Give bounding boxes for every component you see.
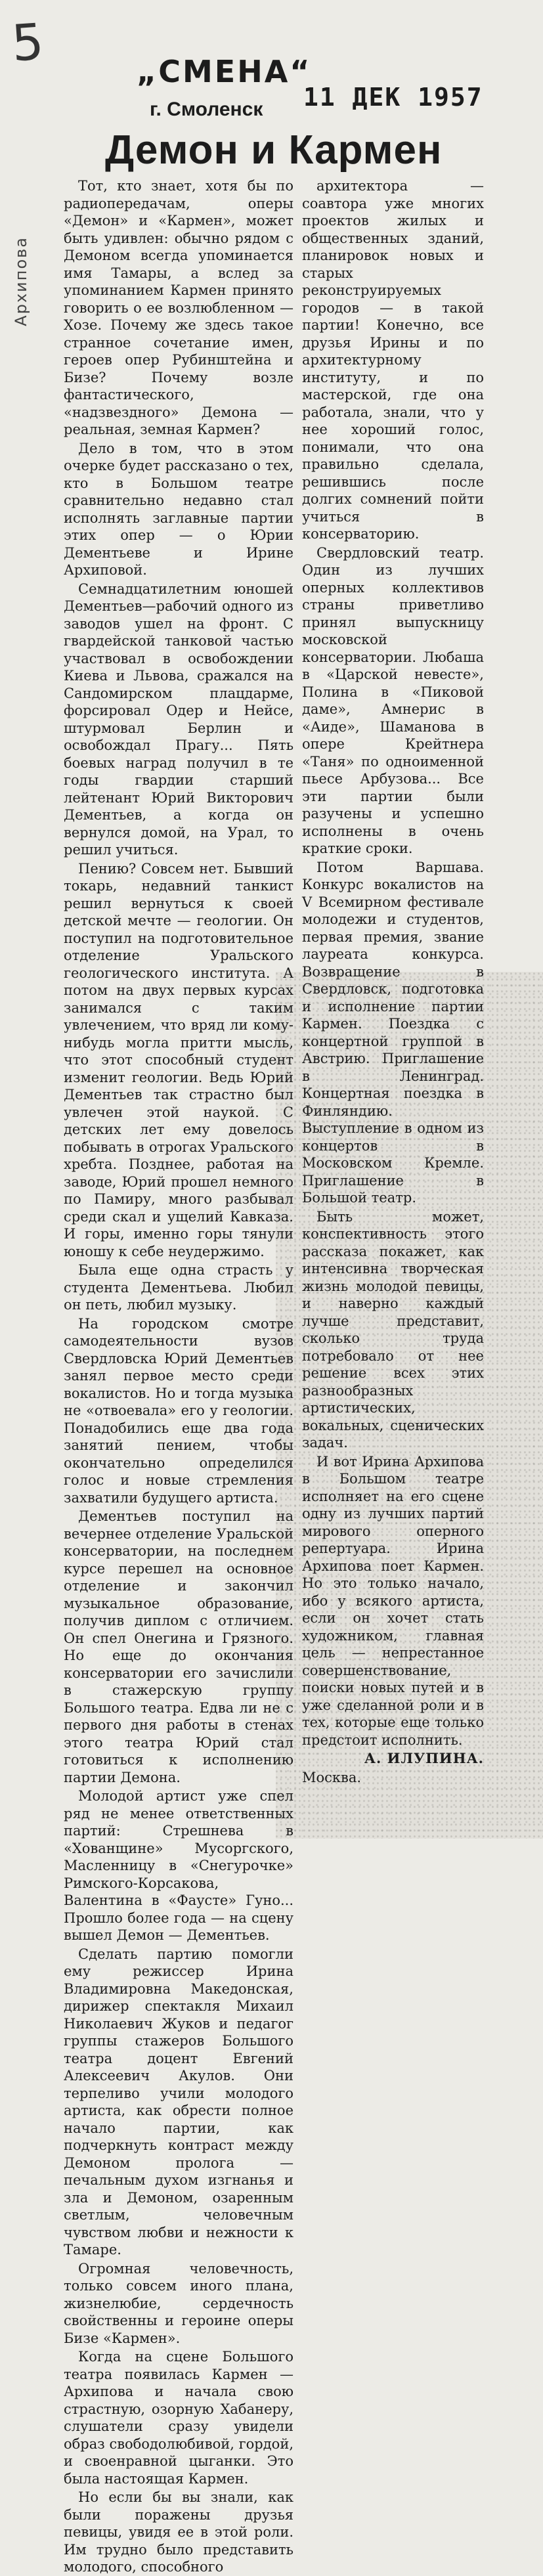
paragraph: Молодой артист уже спел ряд не менее ответственных партий: Стрешнева в «Хованщине» Мусоргского, Масленницу в «Снегурочке» Римского-Корсакова, Валентина в «Фаусте» Гуно... Прошло более года — на сцену вышел Демон — Дементьев. bbox=[64, 1788, 293, 1943]
paragraph: Семнадцатилетним юношей Дементьев—рабочий одного из заводов ушел на фронт. С гвардейской танковой частью участвовал в освобождении Киева и Львова, сражался на Сандомирском плацдарме, форсировал Одер и Нейсе, штурмовал Берлин и освобождал Прагу... Пять боевых наград получил в те годы гвардии старший лейтенант Юрий Викторович Дементьев, а когда он вернулся домой, на Урал, то решил учиться. bbox=[64, 580, 293, 858]
date-stamp: 11 ДЕК 1957 bbox=[303, 83, 483, 112]
paragraph: И вот Ирина Архипова в Большом театре исполняет на его сцене одну из лучших партий мирового оперного репертуара. Ирина Архипова поет Кармен. Но это только начало, ибо у всякого артиста, если он хочет стать художником, главная цель — непрестанное совершенствование, поиски новых путей и в уже сделанной роли и в тех, которые еще только предстоит исполнить. bbox=[302, 1453, 484, 1748]
paragraph: Свердловский театр. Один из лучших оперных коллективов страны приветливо принял выпускницу московской консерватории. Любаша в «Царской невесте», Полина в «Пиковой даме», Амнерис в «Аиде», Шаманова в опере Крейтнера «Таня» по одноименной пьесе Арбузова... Все эти партии были разучены и успешно исполнены в очень краткие сроки. bbox=[302, 544, 484, 856]
paragraph: Огромная человечность, только совсем иного плана, жизнелюбие, сердечность свойственны и героине оперы Бизе «Кармен». bbox=[64, 2260, 293, 2346]
paragraph: архитектора — соавтора уже многих проектов жилых и общественных зданий, планировок новых и старых реконструируемых городов — в такой партии! Конечно, все друзья Ирины и по архитектурному институту, и по мастерской, где она работала, знали, что у нее хороший голос, понимали, что она правильно сделала, решившись после долгих сомнений пойти учиться в консерваторию. bbox=[302, 178, 484, 542]
author-signature: А. ИЛУПИНА. bbox=[364, 1750, 484, 1766]
paragraph: Дело в том, что в этом очерке будет рассказано о тех, кто в Большом театре сравнительно недавно стал исполнять заглавные партии этих опер — о Юрии Дементьеве и Ирине Архиповой. bbox=[64, 440, 293, 578]
paragraph: Дементьев поступил на вечернее отделение Уральской консерватории, на последнем курсе перешел на основное отделение и закончил музыкальное образование, получив диплом с отличием. Он спел Онегина и Грязного. Но еще до окончания консерватории его зачислили в стажерскую группу Большого театра. Едва ли не с первого дня работы в стенах этого театра Юрий стал готовиться к исполнению партии Демона. bbox=[64, 1508, 293, 1785]
article-column-1 bbox=[64, 177, 293, 2576]
newspaper-name: „СМЕНА“ bbox=[137, 54, 312, 89]
paragraph: На городском смотре самодеятельности вузов Свердловска Юрий Дементьев занял первое место среди вокалистов. Но и тогда музыка не «отвоевала» его у геологии. Понадобились еще два года занятий пением, чтобы окончательно определился голос и новые стремления захватили будущего артиста. bbox=[64, 1315, 293, 1506]
paragraph: Сделать партию помогли ему режиссер Ирина Владимировна Македонская, дирижер спектакля Михаил Николаевич Жуков и педагог группы стажеров Большого театра доцент Евгений Алексеевич Акулов. Они терпеливо учили молодого артиста, как обрести полное начало партии, как подчеркнуть контраст между Демоном пролога — печальным духом изгнанья и зла и Демоном, озаренным светлым, человечным чувством любви и нежности к Тамаре. bbox=[64, 1946, 293, 2258]
paragraph: Но если бы вы знали, как были поражены друзья певицы, увидя ее в этой роли. Им трудно было представить молодого, способного bbox=[64, 2489, 293, 2575]
paragraph: Была еще одна страсть у студента Дементьева. Любил он петь, любил музыку. bbox=[64, 1262, 293, 1313]
paragraph: Когда на сцене Большого театра появилась Кармен — Архипова и начала свою страстную, озорную Хабанеру, слушатели сразу увидели образ свободолюбивой, гордой, и своенравной цыганки. Это была настоящая Кармен. bbox=[64, 2349, 293, 2487]
handwritten-side-note: Архипова bbox=[12, 236, 30, 326]
paragraph: Пению? Совсем нет. Бывший токарь, недавний танкист решил вернуться к своей детской мечте — геологии. Он поступил на подготовительное отделение Уральского геологического института. А потом на двух первых курсах занимался с таким увлечением, что вряд ли кому-нибудь могла притти мысль, что этот способный студент изменит геологии. Ведь Юрий Дементьев так страстно был увлечен этой наукой. С детских лет ему довелось побывать в отрогах Уральского хребта. Позднее, работая на заводе, Юрий прошел немного по Памиру, много разбывал среди скал и ущелий Кавказа. И горы, именно горы тянули юношу к себе неудержимо. bbox=[64, 860, 293, 1259]
paragraph: Потом Варшава. Конкурс вокалистов на V Всемирном фестивале молодежи и студентов, первая премия, звание лауреата конкурса. Возвращение в Свердловск, подготовка и исполнение партии Кармен. Поездка с концертной группой в Австрию. Приглашение в Ленинград. Концертная поездка в Финляндию. Выступление в одном из концертов в Московском Кремле. Приглашение в Большой театр. bbox=[302, 859, 484, 1206]
article-column-2 bbox=[302, 177, 484, 1786]
dateline-place: Москва. bbox=[302, 1769, 362, 1785]
margin-number: 5 bbox=[9, 12, 46, 73]
article-headline: Демон и Кармен bbox=[105, 127, 443, 173]
city-line: г. Смоленск bbox=[150, 98, 263, 120]
paragraph: Быть может, конспективность этого рассказа покажет, как интенсивна творческая жизнь молодой певицы, и наверно каждый лучше представит, сколько труда потребовало от нее решение всех этих разнообразных артистических, вокальных, сценических задач. bbox=[302, 1208, 484, 1451]
paragraph: Тот, кто знает, хотя бы по радиопередачам, оперы «Демон» и «Кармен», может быть удивлен: обычно рядом с Демоном всегда упоминается имя Тамары, а вслед за упоминанием Кармен принято говорить о ее возлюбленном — Хозе. Почему же здесь такое странное сочетание имен, героев опер Рубинштейна и Бизе? Почему возле фантастического, «надзвездного» Демона — реальная, земная Кармен? bbox=[64, 178, 293, 437]
